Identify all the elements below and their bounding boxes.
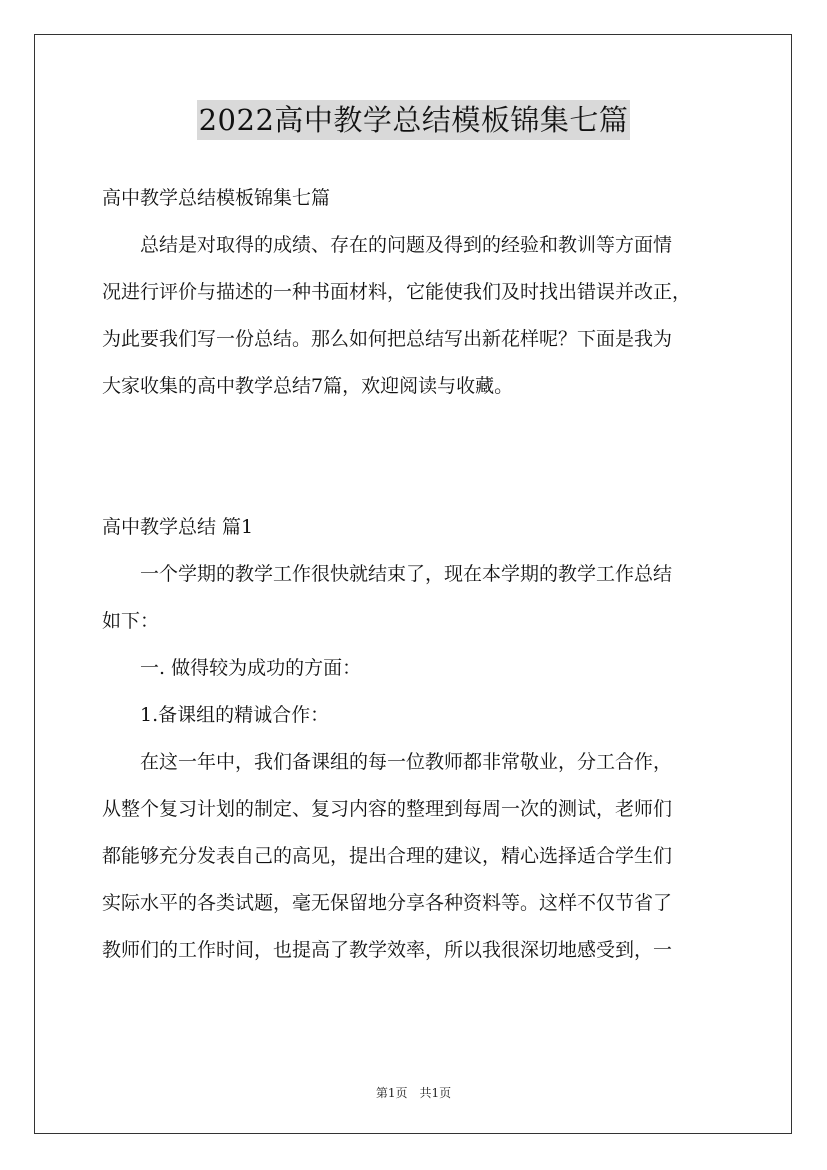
document-subtitle: 高中教学总结模板锦集七篇 bbox=[102, 187, 331, 209]
section-heading: 高中教学总结 篇1 bbox=[102, 516, 254, 538]
intro-paragraph bbox=[102, 222, 727, 410]
paragraph-line: 从整个复习计划的制定、复习内容的整理到每周一次的测试，老师们 bbox=[102, 798, 673, 820]
section-paragraph bbox=[102, 551, 727, 645]
section-spacer bbox=[102, 410, 727, 504]
document-title-text: 2022高中教学总结模板锦集七篇 bbox=[197, 100, 631, 140]
paragraph-line: 如下： bbox=[102, 610, 160, 632]
paragraph-line: 大家收集的高中教学总结7篇，欢迎阅读与收藏。 bbox=[102, 375, 514, 397]
document-title bbox=[0, 100, 827, 140]
page-number-footer: 第1页 共1页 bbox=[375, 1086, 452, 1100]
paragraph-line: 都能够充分发表自己的高见，提出合理的建议，精心选择适合学生们 bbox=[102, 845, 673, 867]
document-body bbox=[102, 175, 727, 974]
point-heading: 一. 做得较为成功的方面： bbox=[140, 657, 362, 679]
paragraph-line: 教师们的工作时间，也提高了教学效率，所以我很深切地感受到，一 bbox=[102, 939, 673, 961]
section-paragraph bbox=[102, 739, 727, 974]
paragraph-line: 况进行评价与描述的一种书面材料，它能使我们及时找出错误并改正， bbox=[102, 281, 692, 303]
paragraph-line: 在这一年中，我们备课组的每一位教师都非常敬业，分工合作， bbox=[140, 751, 673, 773]
paragraph-line: 总结是对取得的成绩、存在的问题及得到的经验和教训等方面情 bbox=[140, 234, 673, 256]
paragraph-line: 一个学期的教学工作很快就结束了，现在本学期的教学工作总结 bbox=[140, 563, 673, 585]
paragraph-line: 为此要我们写一份总结。那么如何把总结写出新花样呢？下面是我为 bbox=[102, 328, 673, 350]
paragraph-line: 实际水平的各类试题，毫无保留地分享各种资料等。这样不仅节省了 bbox=[102, 892, 673, 914]
sub-point-heading: 1.备课组的精诚合作： bbox=[140, 704, 330, 726]
